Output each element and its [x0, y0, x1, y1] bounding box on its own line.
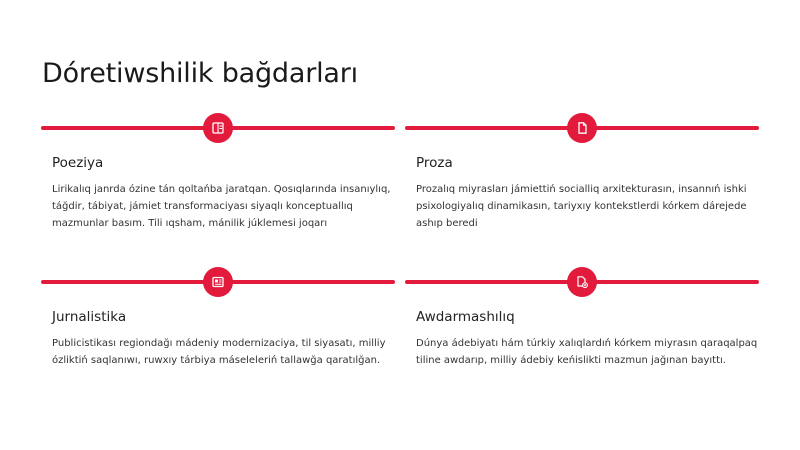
direction-card-prose — [405, 113, 759, 232]
card-text: Lirikalıq janrda ózine tán qoltańba jaratqan. Qosıqlarında insanıylıq, táğdir, tábiyat, jámiet transformaciyası siyaqlı konceptuallıq mazmunlar basım. Tili ıqsham, mánilik júklemesi joqarı — [52, 184, 391, 229]
card-divider — [41, 267, 395, 297]
card-heading: Awdarmashılıq — [416, 309, 515, 325]
direction-card-translation — [405, 267, 759, 369]
direction-card-poetry — [41, 113, 395, 232]
journalism-newspaper-icon — [203, 267, 233, 297]
card-divider — [41, 113, 395, 143]
translation-document-icon — [567, 267, 597, 297]
card-heading: Jurnalistika — [52, 309, 127, 325]
prose-document-icon — [567, 113, 597, 143]
page-title: Dóretiwshilik bağdarları — [42, 58, 358, 89]
card-heading: Poeziya — [52, 155, 104, 171]
card-divider — [405, 267, 759, 297]
poetry-book-icon — [203, 113, 233, 143]
direction-card-journalism — [41, 267, 395, 369]
card-heading: Proza — [416, 155, 453, 171]
card-text: Prozalıq miyrasları jámiettiń socialliq arxitekturasın, insannıń ishki psixologiyalıq dinamikasın, tariyxıy kontekstlerdi kórkem dárejede ashıp beredi — [416, 184, 747, 229]
card-text: Dúnya ádebiyatı hám túrkiy xalıqlardıń kórkem miyrasın qaraqalpaq tiline awdarıp, milliy ádebiy keńislikti mazmun jağınan bayıttı. — [416, 338, 758, 366]
card-text: Publicistikası regiondağı mádeniy modernizaciya, til siyasatı, milliy ózliktiń saqlanıwı, ruwxıy tárbiya máseleleriń tallawğa qaratılğan. — [52, 338, 386, 366]
card-divider — [405, 113, 759, 143]
